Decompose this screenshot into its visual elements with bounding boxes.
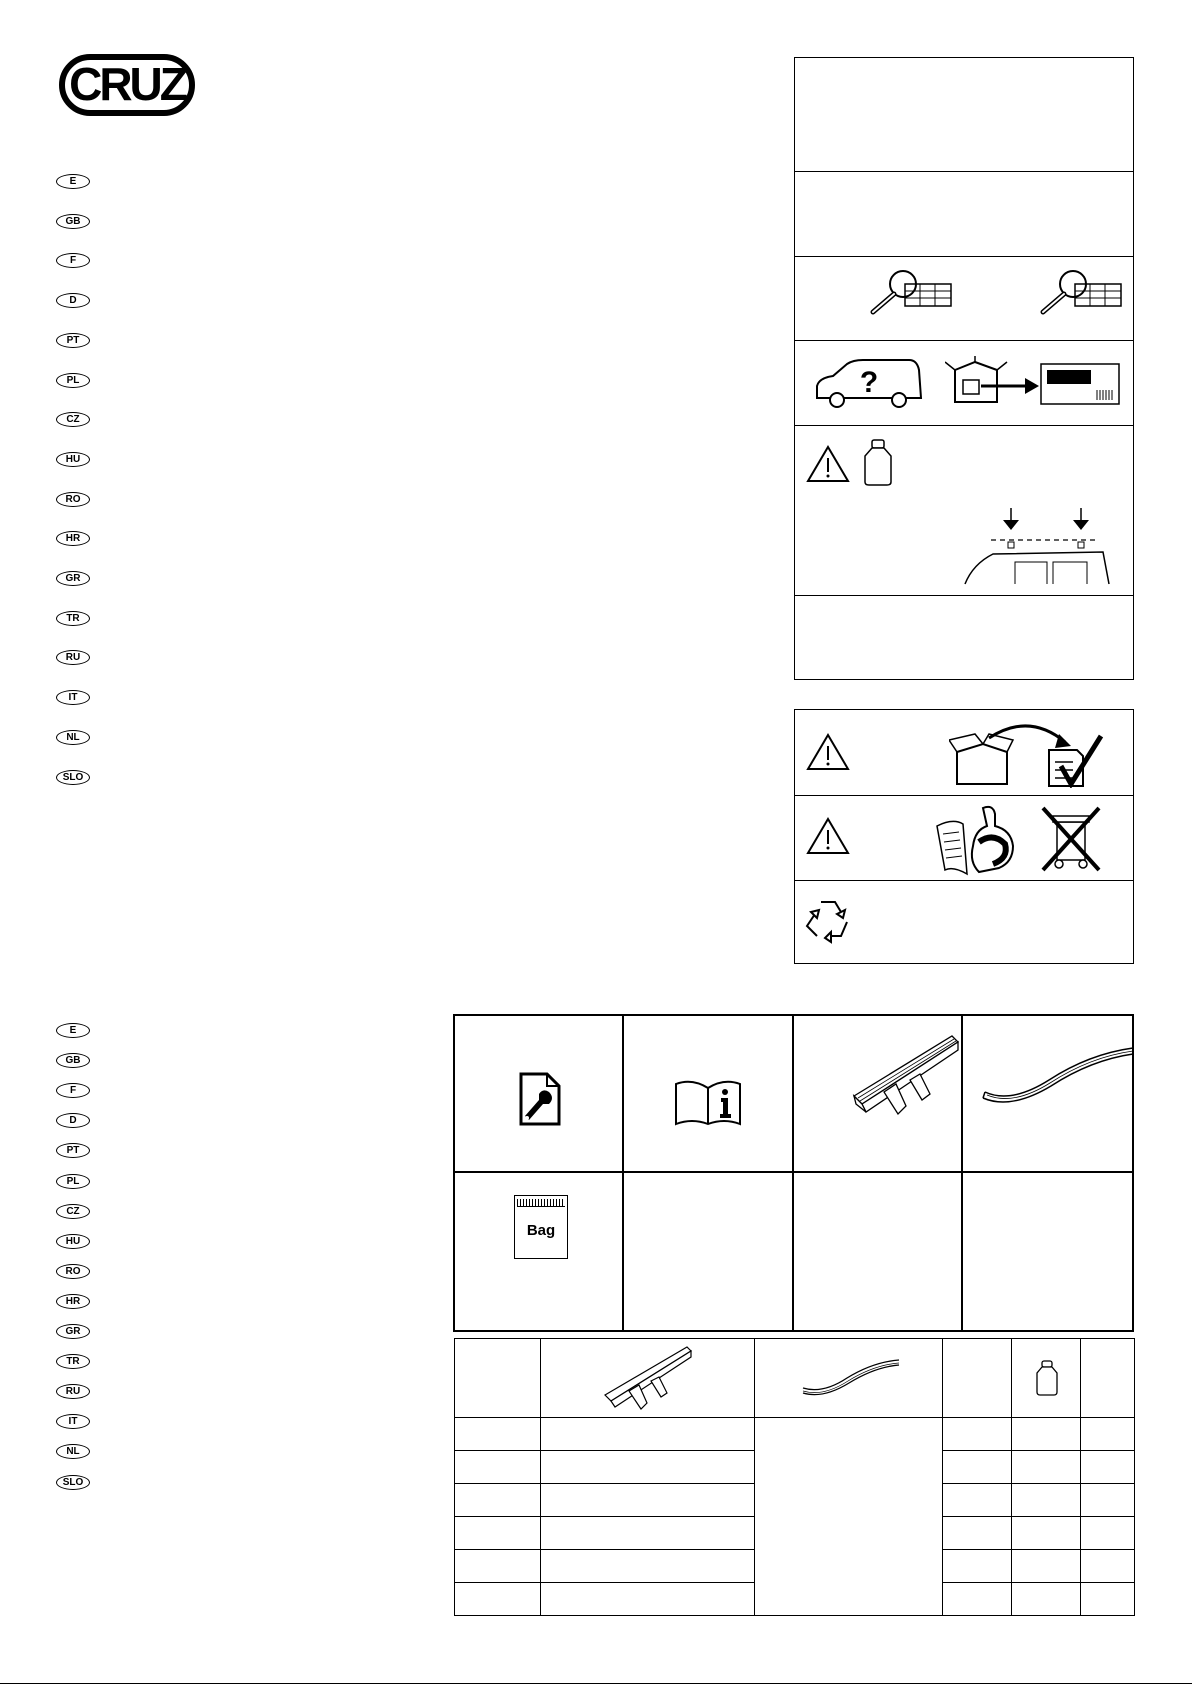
table-header-cell [455,1339,541,1418]
cruz-logo [59,54,195,116]
divider [795,340,1133,341]
table-header-bar [541,1339,755,1418]
table-header-weight [1012,1339,1081,1418]
box-to-label-icon [945,356,1125,412]
language-badge-e: E [56,174,90,189]
merged-strip-cell [755,1418,943,1616]
warning-triangle-icon [805,444,851,484]
language-badge-pt: PT [56,1143,90,1158]
svg-text:?: ? [859,366,879,399]
language-badge-pl: PL [56,373,90,388]
language-badge-gb: GB [56,214,90,229]
roof-bar-icon [601,1343,695,1413]
recycle-icon [801,896,855,948]
table-row [455,1418,1135,1451]
rubber-strip-icon [981,1046,1135,1106]
wrench-document-icon [515,1072,565,1126]
language-badge-cz: CZ [56,412,90,427]
magnifier-table-icon [867,262,957,316]
box-to-checklist-icon [949,722,1129,788]
page-bottom-rule [0,1683,1192,1684]
language-badge-e: E [56,1023,90,1038]
divider [795,425,1133,426]
component-cell-instructions [453,1014,624,1173]
language-badge-hu: HU [56,1234,90,1249]
language-badge-nl: NL [56,1444,90,1459]
component-cell-strip [961,1014,1134,1173]
language-badge-d: D [56,1113,90,1128]
warning-panel [794,709,1134,964]
language-badge-ru: RU [56,650,90,665]
vehicle-question-icon [813,356,925,412]
info-book-icon [672,1078,744,1126]
language-badge-d: D [56,293,90,308]
weight-icon [1034,1359,1060,1397]
bag-icon [514,1195,568,1259]
language-badge-cz: CZ [56,1204,90,1219]
divider [795,595,1133,596]
language-badge-gr: GR [56,1324,90,1339]
divider [795,171,1133,172]
component-cell-empty [792,1171,963,1332]
magnifier-table-icon [1037,262,1127,316]
divider [795,880,1133,881]
roof-load-diagram [963,506,1113,586]
table-header-strip [755,1339,943,1418]
component-cell-empty [622,1171,794,1332]
component-cell-empty [961,1171,1134,1332]
info-panel [794,57,1134,680]
no-waste-bin-icon [1039,804,1103,874]
fitting-table [454,1338,1135,1616]
language-badge-hu: HU [56,452,90,467]
rubber-strip-icon [801,1357,901,1397]
language-badge-slo: SLO [56,770,90,785]
language-badge-tr: TR [56,611,90,626]
brand-name: CRUZ [69,58,185,110]
language-badge-ru: RU [56,1384,90,1399]
warning-triangle-icon [805,732,851,772]
manual-reading-icon [933,802,1017,876]
component-cell-bag [453,1171,624,1332]
language-badge-nl: NL [56,730,90,745]
roof-bar-icon [850,1032,962,1118]
language-badge-tr: TR [56,1354,90,1369]
table-header-row [455,1339,1135,1418]
weight-icon [861,438,895,488]
language-badge-f: F [56,253,90,268]
language-badge-ro: RO [56,1264,90,1279]
table-header-cell [1081,1339,1135,1418]
language-badge-ro: RO [56,492,90,507]
language-badge-hr: HR [56,531,90,546]
component-cell-info [622,1014,794,1173]
divider [795,795,1133,796]
language-badge-pl: PL [56,1174,90,1189]
language-badge-gb: GB [56,1053,90,1068]
warning-triangle-icon [805,816,851,856]
divider [795,256,1133,257]
language-badge-hr: HR [56,1294,90,1309]
language-badge-f: F [56,1083,90,1098]
language-badge-it: IT [56,1414,90,1429]
component-cell-bar [792,1014,963,1173]
bag-label: Bag [526,1222,556,1239]
language-badge-gr: GR [56,571,90,586]
table-header-cell [943,1339,1012,1418]
language-badge-pt: PT [56,333,90,348]
language-badge-it: IT [56,690,90,705]
bag-zip [517,1199,565,1207]
language-badge-slo: SLO [56,1475,90,1490]
